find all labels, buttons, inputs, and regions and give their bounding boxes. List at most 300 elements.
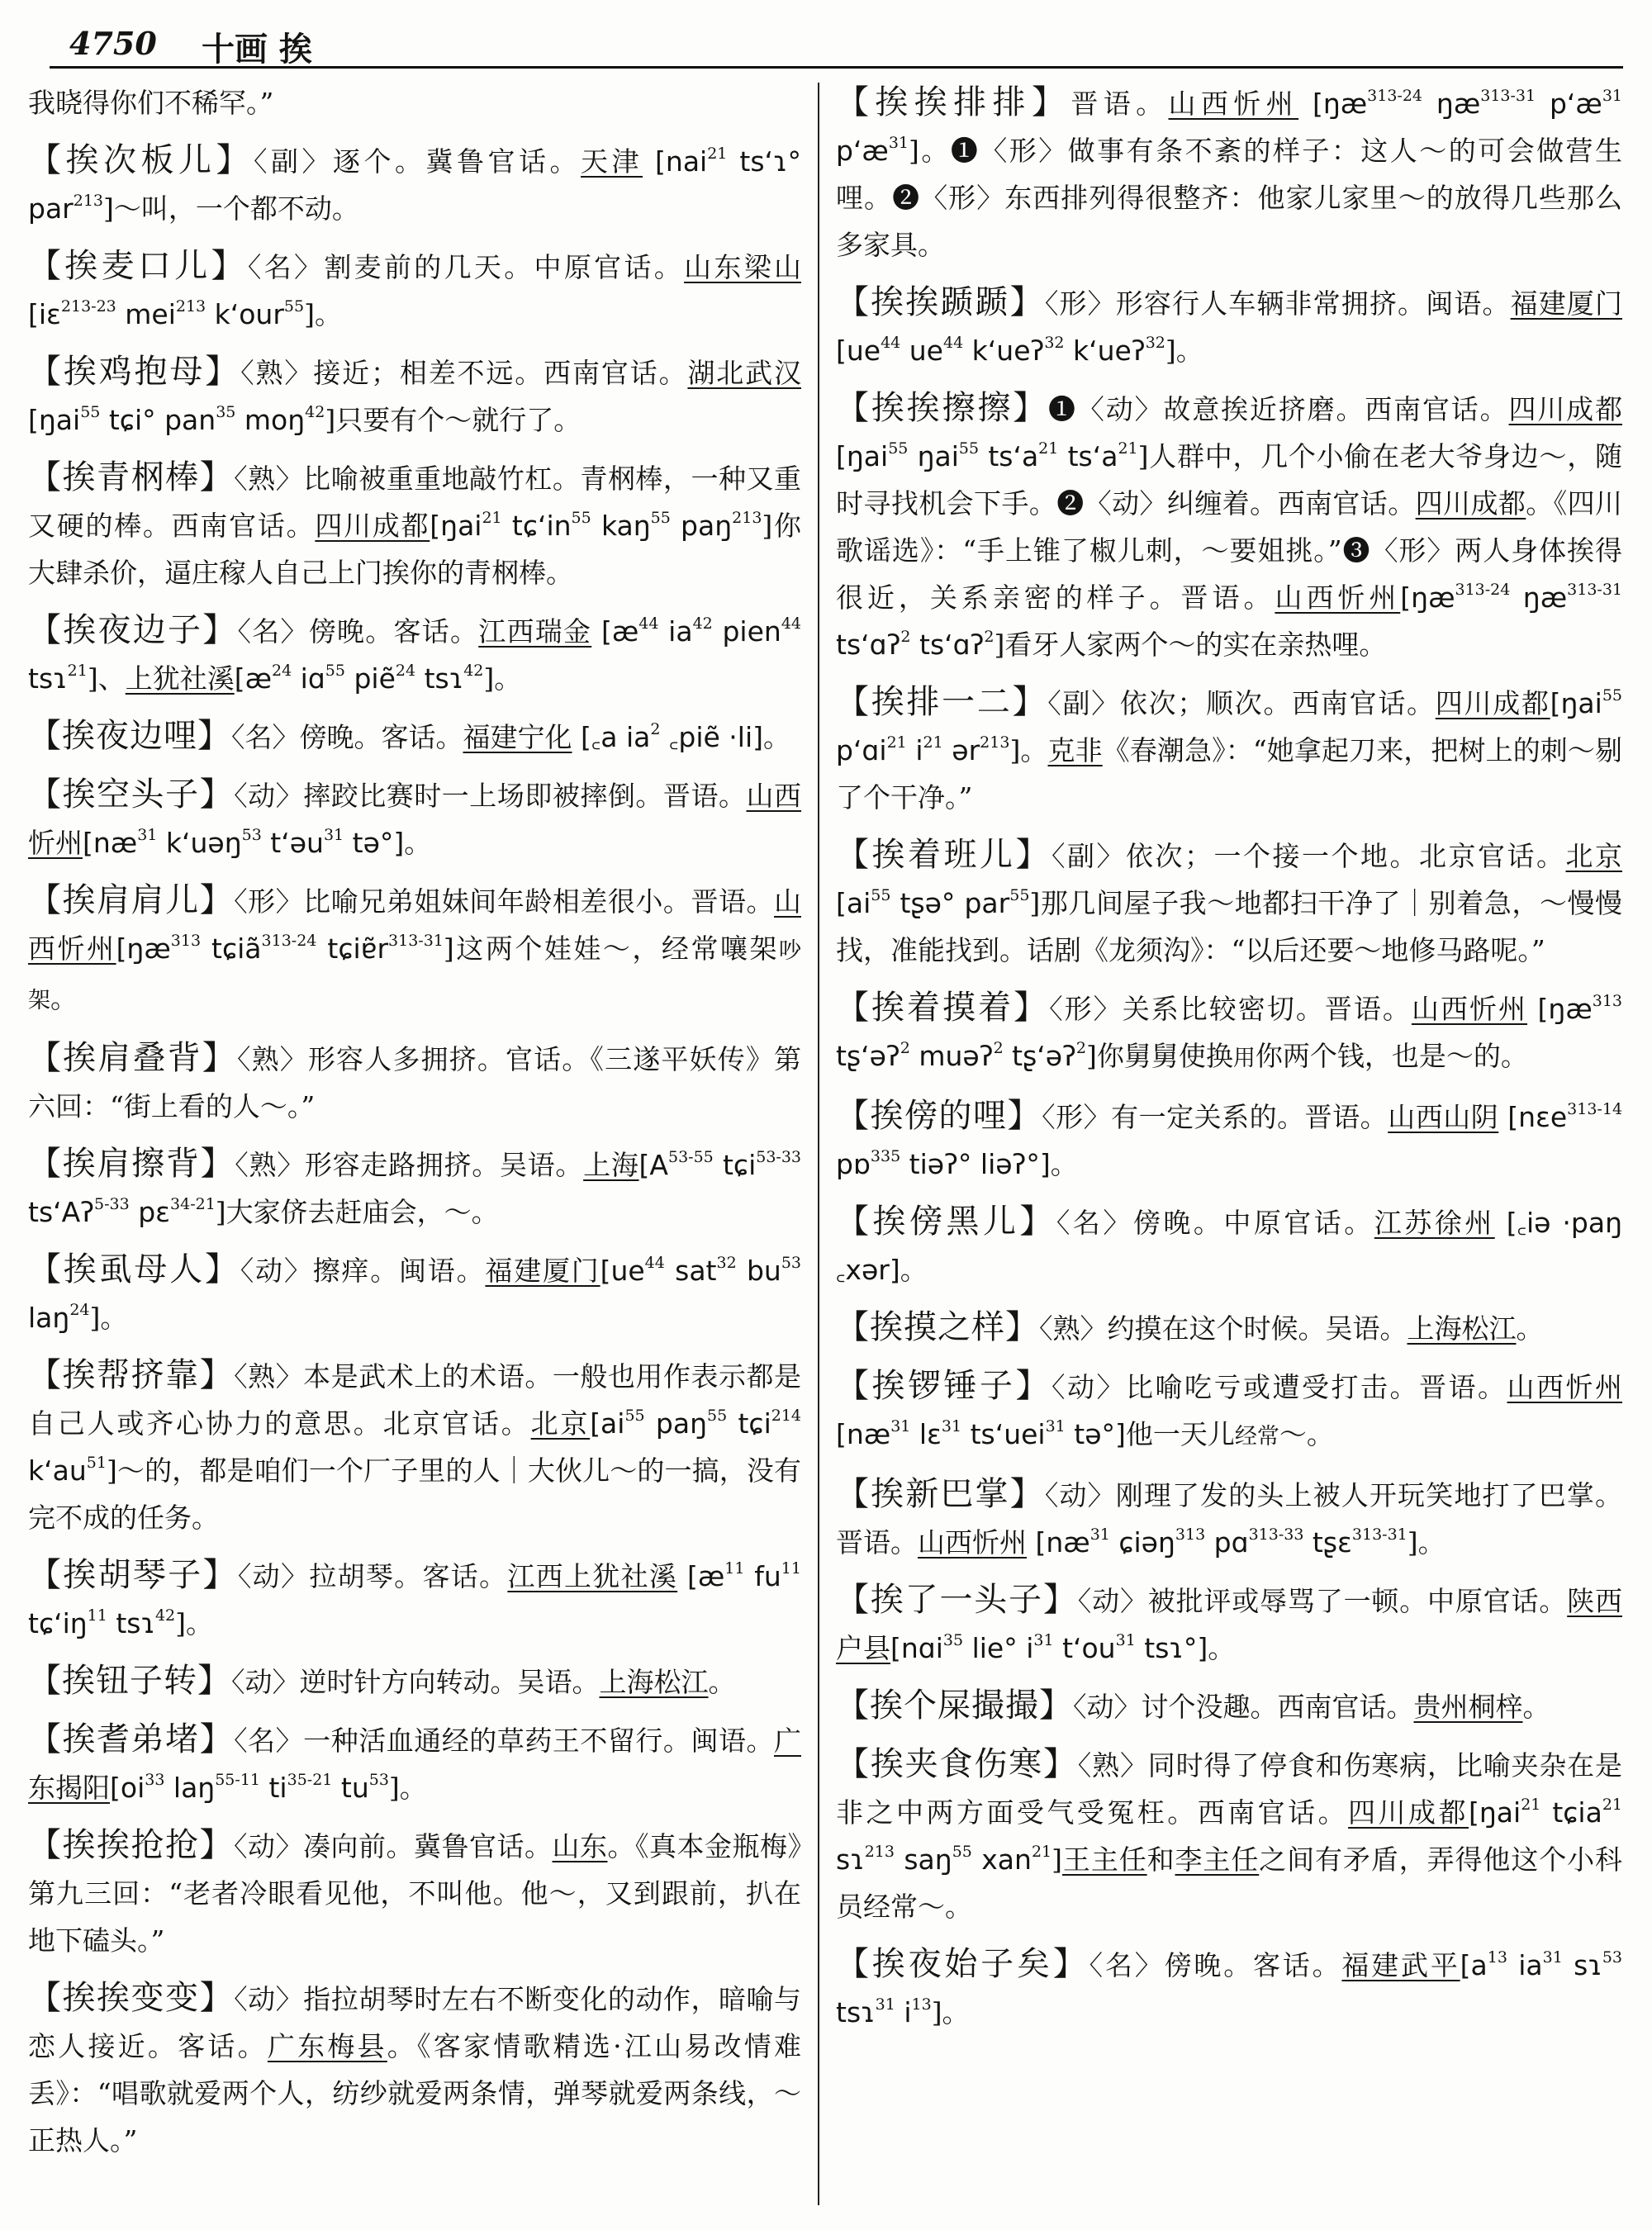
- tone-number: 42: [154, 1606, 176, 1625]
- tone-number: 313-24: [1455, 581, 1511, 599]
- phonetic-transcription: piẽ: [344, 662, 396, 695]
- phonetic-transcription: paŋ: [644, 1407, 708, 1440]
- phonetic-transcription: sat: [664, 1255, 717, 1287]
- dictionary-entry: [836, 1363, 1622, 1460]
- entry-text: 〈熟〉本是武术上的术语。一般也用作表示都是自己人或齐心协力的意思。北京官话。: [28, 1360, 802, 1440]
- tone-number: 44: [638, 614, 659, 633]
- entry-text: 〈动〉刚理了发的头上被人开玩笑地打了巴掌。晋语。: [836, 1479, 1623, 1559]
- phonetic-transcription: ts‘a: [979, 440, 1039, 472]
- entry-text: 〈动〉指拉胡琴时左右不断变化的动作，暗喻与恋人接近。客话。: [28, 1983, 802, 2062]
- entry-headword: 【挨耆弟堵】: [28, 1720, 235, 1758]
- column-divider: [818, 83, 819, 2205]
- dictionary-entry: [836, 279, 1622, 374]
- phonetic-transcription: [ŋæ: [1527, 993, 1593, 1025]
- tone-number: 55: [650, 509, 671, 527]
- tone-number: 31: [1542, 1948, 1563, 1967]
- dictionary-entry: [836, 1304, 1622, 1352]
- phonetic-transcription: tɕi° pan: [100, 404, 216, 436]
- phonetic-transcription: [oi: [110, 1772, 145, 1804]
- phonetic-transcription: [꜀a ia: [572, 721, 651, 753]
- phonetic-transcription: ꜀piẽ ·li]: [660, 721, 764, 753]
- tone-number: 32: [716, 1254, 737, 1272]
- tone-number: 21: [1521, 1796, 1541, 1814]
- tone-number: 21: [482, 509, 502, 527]
- phonetic-transcription: [nɛe: [1498, 1101, 1568, 1133]
- gloss-note: 用: [1232, 1046, 1256, 1071]
- phonetic-transcription: [iɛ: [28, 298, 61, 330]
- tone-number: 34-21: [170, 1195, 216, 1213]
- phonetic-transcription: ŋai: [908, 440, 959, 472]
- entry-text: 〈名〉傍晚。中原官话。: [1056, 1207, 1374, 1239]
- phonetic-transcription: k‘uəŋ: [157, 827, 242, 859]
- tone-number: 55: [283, 297, 305, 316]
- tone-number: 55: [958, 439, 980, 458]
- phonetic-transcription: [æ: [677, 1560, 725, 1592]
- place-name: 福建厦门: [485, 1255, 601, 1287]
- phonetic-transcription: tiəʔ° liəʔ°]: [900, 1148, 1051, 1180]
- left-column: [28, 79, 801, 2175]
- tone-number: 24: [69, 1301, 90, 1319]
- tone-number: 44: [644, 1254, 665, 1272]
- entry-text: 〈熟〉形容人多拥挤。官话。《三遂平妖传》第六回：“街上看的人～。”: [28, 1043, 802, 1122]
- phonetic-transcription: pɑ: [1205, 1526, 1249, 1559]
- tone-number: 31: [941, 1417, 962, 1435]
- tone-number: 44: [943, 334, 964, 352]
- phonetic-transcription: sɿ: [1562, 1949, 1602, 1981]
- entry-headword: 【挨帮挤靠】: [28, 1356, 235, 1394]
- entry-text: 你两个钱，也是～的。: [1255, 1040, 1528, 1072]
- dictionary-entry: [28, 713, 801, 761]
- tone-number: 313-24: [1367, 87, 1423, 105]
- tone-number: 31: [890, 1417, 911, 1435]
- phonetic-transcription: ia: [1507, 1949, 1543, 1981]
- dictionary-entry: [836, 832, 1622, 974]
- right-column: [836, 79, 1622, 2047]
- dictionary-entry: [28, 1822, 801, 1964]
- phonetic-transcription: bu: [736, 1255, 781, 1287]
- phonetic-transcription: ts‘ɿ° par: [28, 145, 802, 225]
- entry-text: 〈动〉被批评或辱骂了一顿。中原官话。: [1077, 1585, 1568, 1617]
- entry-text: ]～叫，一个都不动。: [103, 192, 359, 225]
- entry-text: 〈熟〉同时得了停食和伤寒病，比喻夹杂在是非之中两方面受气受冤枉。西南官话。: [836, 1749, 1623, 1829]
- entry-headword: 【挨虱母人】: [28, 1250, 240, 1288]
- tone-number: 44: [781, 614, 802, 633]
- entry-text: 。: [1050, 1148, 1078, 1180]
- tone-number: 213: [73, 192, 104, 210]
- entry-headword: 【挨着班儿】: [836, 836, 1051, 874]
- dictionary-entry: [28, 877, 801, 1024]
- entry-headword: 【挨挨擦擦】: [836, 389, 1049, 427]
- tone-number: 35: [216, 403, 236, 421]
- phonetic-transcription: k‘ueʔ: [1064, 334, 1146, 367]
- place-name: 山西忻州: [1411, 993, 1528, 1025]
- phonetic-transcription: p‘æ: [836, 135, 889, 167]
- entry-headword: 【挨挨抢抢】: [28, 1826, 234, 1864]
- entry-text: 。《四川歌谣选》：“手上锥了椒儿刺，～要姐挑。”❸〈形〉两人身体挨得很近，关系亲密的样子。晋语。: [836, 487, 1623, 614]
- tone-number: 313-14: [1567, 1100, 1623, 1118]
- place-name: 陕西户县: [836, 1585, 1623, 1664]
- dictionary-entry: [28, 1716, 801, 1811]
- continued-text: [28, 79, 801, 126]
- phonetic-transcription: i: [906, 734, 923, 766]
- entry-text: ]这两个娃娃～，经常嚷架: [443, 932, 780, 965]
- dictionary-entry: [28, 1352, 801, 1541]
- phonetic-transcription: tɕi: [713, 1149, 757, 1181]
- dictionary-entry: [836, 1682, 1622, 1730]
- tone-number: 11: [724, 1559, 745, 1578]
- tone-number: 21: [886, 733, 907, 752]
- entry-headword: 【挨挨踬踬】: [836, 283, 1045, 321]
- tone-number: 31: [875, 1995, 895, 2014]
- dictionary-entry: [836, 985, 1622, 1082]
- place-name: 克非: [1047, 734, 1103, 766]
- phonetic-transcription: [ŋai: [28, 404, 81, 436]
- phonetic-transcription: [꜀iə ·paŋ ꜀xər]: [836, 1207, 1623, 1286]
- tone-number: 313-24: [261, 932, 317, 950]
- entry-text: 。: [1522, 1691, 1550, 1723]
- place-name: 山西忻州: [918, 1526, 1027, 1559]
- gloss-note: 吵架: [28, 938, 802, 1013]
- dictionary-entry: [28, 349, 801, 444]
- entry-text: 〈副〉逐个。冀鲁官话。: [254, 145, 582, 178]
- dictionary-entry: [836, 1941, 1622, 2036]
- place-name: 北京: [1565, 840, 1622, 872]
- tone-number: 5-33: [94, 1195, 130, 1213]
- entry-text: 〈名〉割麦前的几天。中原官话。: [247, 251, 685, 283]
- phonetic-transcription: ts‘uei: [961, 1418, 1046, 1450]
- phonetic-transcription: tə°]: [344, 827, 405, 859]
- phonetic-transcription: [ŋai: [1550, 687, 1602, 719]
- entry-headword: 【挨挨排排】: [836, 83, 1071, 121]
- tone-number: 53: [1602, 1948, 1623, 1967]
- tone-number: 313: [1592, 992, 1623, 1010]
- phonetic-transcription: tsɿ: [836, 1996, 876, 2028]
- tone-number: 313-31: [388, 932, 444, 950]
- tone-number: 313-31: [1351, 1525, 1408, 1544]
- entry-text: 。: [1208, 1632, 1236, 1664]
- place-name: 上海松江: [599, 1666, 709, 1698]
- phonetic-transcription: muəʔ: [909, 1040, 994, 1072]
- place-name: 北京: [530, 1407, 591, 1440]
- tone-number: 32: [1145, 334, 1165, 352]
- dictionary-entry: [28, 1552, 801, 1647]
- tone-number: 21: [707, 145, 728, 163]
- entry-text: 之间有矛盾，弄得他这个小科员经常～。: [836, 1843, 1623, 1923]
- entry-text: ]、: [87, 662, 126, 695]
- phonetic-transcription: [ŋai: [1469, 1796, 1521, 1829]
- phonetic-transcription: k‘ueʔ: [963, 334, 1045, 367]
- phonetic-transcription: ts‘ɑʔ: [836, 629, 901, 661]
- phonetic-transcription: p‘æ: [1536, 88, 1602, 120]
- tone-number: 2: [984, 628, 995, 646]
- place-name: 四川成都: [1415, 487, 1526, 520]
- entry-text: ]大家侪去赶庙会，～。: [215, 1196, 499, 1228]
- dictionary-entry: [28, 1141, 801, 1236]
- place-name: 福建宁化: [463, 721, 572, 753]
- tone-number: 55: [80, 403, 101, 421]
- phonetic-transcription: [næ: [83, 827, 138, 859]
- entry-text: ]。: [1165, 334, 1203, 367]
- place-name: 上海: [583, 1149, 639, 1181]
- phonetic-transcription: [ŋai: [430, 510, 482, 542]
- dictionary-entry: [836, 385, 1622, 668]
- tone-number: 42: [305, 403, 325, 421]
- entry-text: 〈名〉一种活血通经的草药王不留行。闽语。: [234, 1725, 775, 1757]
- tone-number: 21: [67, 662, 88, 680]
- tone-number: 13: [911, 1995, 932, 2014]
- place-name: 山东梁山: [684, 251, 801, 283]
- entry-text: 〈副〉依次；一个接一个地。北京官话。: [1051, 840, 1566, 872]
- place-name: 江西上犹社溪: [507, 1560, 678, 1592]
- place-name: 王主任: [1062, 1843, 1147, 1876]
- entry-headword: 【挨新巴掌】: [836, 1475, 1045, 1513]
- phonetic-transcription: p‘ɑi: [836, 734, 887, 766]
- phonetic-transcription: paŋ: [670, 510, 733, 542]
- place-name: 上犹社溪: [125, 662, 235, 695]
- phonetic-transcription: ti: [260, 1772, 287, 1804]
- phonetic-transcription: tsɿ: [415, 662, 464, 695]
- dictionary-entry: [836, 1577, 1622, 1672]
- tone-number: 55: [325, 662, 345, 680]
- phonetic-transcription: tɕ‘in: [501, 510, 572, 542]
- entry-text: 。: [900, 1254, 928, 1286]
- entry-headword: 【挨青㭎棒】: [28, 458, 235, 496]
- phonetic-transcription: [ai: [590, 1407, 625, 1440]
- entry-headword: 【挨空头子】: [28, 776, 235, 814]
- tone-number: 2: [900, 628, 911, 646]
- entry-headword: 【挨麦口儿】: [28, 247, 248, 285]
- dictionary-entry: [28, 1658, 801, 1706]
- tone-number: 31: [1033, 1631, 1054, 1649]
- phonetic-transcription: ts‘ɑʔ: [910, 629, 985, 661]
- tone-number: 2: [1075, 1039, 1087, 1057]
- phonetic-transcription: [ai: [836, 887, 871, 919]
- entry-text: ]看牙人家两个～的实在亲热哩。: [994, 629, 1387, 661]
- entry-text: ]。: [175, 1607, 214, 1639]
- place-name: 湖北武汉: [687, 357, 802, 389]
- entry-headword: 【挨次板儿】: [28, 141, 254, 179]
- entry-text: 。: [1516, 1312, 1544, 1345]
- entry-text: 。: [763, 721, 791, 753]
- entry-text: 和: [1146, 1843, 1175, 1876]
- tone-number: 21: [1118, 439, 1138, 458]
- place-name: 广东揭阳: [28, 1725, 802, 1804]
- entry-text: ❶〈动〉故意挨近挤磨。西南官话。: [1048, 393, 1509, 425]
- dictionary-entry: [28, 1975, 801, 2164]
- phonetic-transcription: tsɿ: [107, 1607, 155, 1639]
- entry-text: ]你大肆杀价，逼庄稼人自己上门挨你的青㭎棒。: [28, 510, 802, 589]
- phonetic-transcription: tə°]: [1065, 1418, 1126, 1450]
- tone-number: 55: [571, 509, 591, 527]
- phonetic-transcription: tɕiɐ̃r: [316, 932, 389, 965]
- phonetic-transcription: [ŋæ: [1400, 581, 1455, 614]
- entry-headword: 【挨夜边哩】: [28, 717, 231, 755]
- entry-text: 〈动〉摔跤比赛时一上场即被摔倒。晋语。: [234, 780, 747, 812]
- place-name: 山东: [552, 1830, 608, 1862]
- phonetic-transcription: mei: [116, 298, 176, 330]
- tone-number: 55: [871, 886, 891, 904]
- tone-number: 21: [1038, 439, 1059, 458]
- entry-text: 〈动〉逆时针方向转动。吴语。: [231, 1666, 600, 1698]
- tone-number: 213-23: [60, 297, 116, 316]
- tone-number: 55-11: [215, 1771, 260, 1789]
- phonetic-transcription: tɕiã: [201, 932, 262, 965]
- phonetic-transcription: ts‘a: [1058, 440, 1118, 472]
- phonetic-transcription: tɕi: [727, 1407, 771, 1440]
- dictionary-entry: [836, 1198, 1622, 1293]
- phonetic-transcription: iɑ: [292, 662, 325, 695]
- phonetic-transcription: ŋæ: [1422, 88, 1481, 120]
- tone-number: 313: [170, 932, 202, 950]
- entry-text: 〈名〉傍晚。客话。: [1089, 1949, 1342, 1981]
- entry-headword: 【挨了一头子】: [836, 1581, 1078, 1619]
- entry-headword: 【挨钮子转】: [28, 1662, 231, 1700]
- place-name: 福建厦门: [1510, 287, 1623, 320]
- tone-number: 35-21: [287, 1771, 333, 1789]
- phonetic-transcription: i: [895, 1996, 912, 2028]
- tone-number: 35: [942, 1631, 964, 1649]
- entry-headword: 【挨夹食伤寒】: [836, 1745, 1078, 1783]
- entry-headword: 【挨傍的哩】: [836, 1097, 1042, 1135]
- phonetic-transcription: [ŋæ: [116, 932, 171, 965]
- dictionary-entry: [28, 607, 801, 702]
- dictionary-entry: [836, 679, 1622, 821]
- tone-number: 213: [175, 297, 206, 316]
- entry-text: 《春潮急》：“她拿起刀来，把树上的刺～剔了个干净。”: [836, 734, 1622, 814]
- phonetic-transcription: xan: [971, 1843, 1032, 1876]
- place-name: 山西忻州: [28, 885, 802, 965]
- entry-headword: 【挨鸡抱母】: [28, 353, 241, 391]
- phonetic-transcription: [æ: [591, 615, 639, 648]
- phonetic-transcription: ŋæ: [1510, 581, 1568, 614]
- place-name: 山西忻州: [1275, 581, 1401, 614]
- entry-headword: 【挨肩肩儿】: [28, 881, 235, 919]
- tone-number: 55: [888, 439, 909, 458]
- entry-text: ]。: [89, 1302, 128, 1334]
- tone-number: 21: [1031, 1843, 1052, 1861]
- dictionary-entry: [836, 1741, 1622, 1930]
- tone-number: 51: [86, 1454, 107, 1472]
- phonetic-transcription: ia: [658, 615, 693, 648]
- entry-text: ]: [1051, 1843, 1063, 1876]
- phonetic-transcription: ər: [942, 734, 980, 766]
- phonetic-transcription: tsɿ: [28, 662, 68, 695]
- phonetic-transcription: sɿ: [836, 1843, 865, 1876]
- phonetic-transcription: [ue: [600, 1255, 645, 1287]
- entry-headword: 【挨挨变变】: [28, 1979, 235, 2017]
- phonetic-transcription: ue: [900, 334, 943, 367]
- entry-text: 〈动〉讨个没趣。西南官话。: [1073, 1691, 1414, 1723]
- tone-number: 313-31: [1567, 581, 1623, 599]
- phonetic-transcription: kaŋ: [591, 510, 651, 542]
- header-rule: [50, 66, 1623, 69]
- tone-number: 53-55: [668, 1148, 714, 1166]
- entry-headword: 【挨夜边子】: [28, 611, 238, 649]
- entry-text: 。: [404, 827, 432, 859]
- phonetic-transcription: lɛ: [910, 1418, 942, 1450]
- entry-headword: 【挨锣锤子】: [836, 1367, 1051, 1405]
- phonetic-transcription: [ŋæ: [1298, 88, 1368, 120]
- phonetic-transcription: tsɿ°]: [1135, 1632, 1208, 1664]
- entry-text: ]只要有个～就行了。: [325, 404, 582, 436]
- dictionary-entry: [28, 771, 801, 866]
- tone-number: 53-33: [756, 1148, 802, 1166]
- phonetic-transcription: [næ: [1027, 1526, 1090, 1559]
- phonetic-transcription: fu: [744, 1560, 781, 1592]
- phonetic-transcription: [A: [638, 1149, 668, 1181]
- entry-text: 〈副〉依次；顺次。西南官话。: [1047, 687, 1436, 719]
- phonetic-transcription: moŋ: [235, 404, 306, 436]
- entry-text: 〈形〉有一定关系的。晋语。: [1042, 1101, 1389, 1133]
- tone-number: 55: [952, 1843, 972, 1861]
- entry-text: 〈熟〉约摸在这个时候。吴语。: [1039, 1312, 1408, 1345]
- entry-headword: 【挨摸之样】: [836, 1308, 1039, 1346]
- entry-headword: 【挨胡琴子】: [28, 1556, 238, 1594]
- tone-number: 31: [137, 826, 158, 844]
- dictionary-entry: [28, 1246, 801, 1341]
- phonetic-transcription: [ue: [836, 334, 881, 367]
- tone-number: 313-33: [1248, 1525, 1304, 1544]
- dictionary-entry: [836, 79, 1622, 268]
- dictionary-entry: [28, 1035, 801, 1130]
- entry-text: 〈动〉比喻吃亏或遭受打击。晋语。: [1051, 1371, 1507, 1403]
- entry-text: ]。❶〈形〉做事有条不紊的样子：这人～的可会做营生哩。❷〈形〉东西排列得很整齐：他家儿家里～的放得几些那么多家具。: [836, 135, 1622, 261]
- page-title: 十画 挨: [202, 30, 312, 69]
- place-name: 广东梅县: [267, 2030, 387, 2062]
- entry-text: 。《客家情歌精选·江山易改情难丢》：“唱歌就爱两个人，纺纱就爱两条情，弹琴就爱两条线，～正热人。”: [28, 2030, 802, 2156]
- entry-headword: 【挨肩叠背】: [28, 1039, 237, 1077]
- tone-number: 13: [1487, 1948, 1507, 1967]
- tone-number: 2: [900, 1039, 910, 1057]
- entry-text: ]那几间屋子我～地都扫干净了｜别着急，～慢慢找，准能找到。话剧《龙须沟》：“以后还要～地修马路呢。”: [836, 887, 1623, 966]
- phonetic-transcription: ɕiəŋ: [1109, 1526, 1175, 1559]
- phonetic-transcription: t‘ou: [1053, 1632, 1116, 1664]
- entry-text: 〈名〉傍晚。客话。: [237, 615, 479, 648]
- entry-headword: 【挨个屎撮撮】: [836, 1687, 1073, 1725]
- tone-number: 55: [1602, 686, 1623, 705]
- tone-number: 24: [271, 662, 292, 680]
- entry-text: 〈熟〉形容走路拥挤。吴语。: [235, 1149, 584, 1181]
- entry-text: ]。: [483, 662, 522, 695]
- entry-text: ]人群中，几个小偷在老大爷身边～，随时寻找机会下手。❷〈动〉纠缠着。西南官话。: [836, 440, 1622, 520]
- gloss-note: 经常: [1234, 1424, 1279, 1450]
- place-name: 四川成都: [1435, 687, 1550, 719]
- phonetic-transcription: [nɑi: [890, 1632, 943, 1664]
- tone-number: 21: [923, 733, 943, 752]
- entry-text: 〈形〉比喻兄弟姐妹间年龄相差很小。晋语。: [234, 885, 775, 918]
- tone-number: 2: [650, 720, 661, 738]
- place-name: 贵州桐梓: [1413, 1691, 1523, 1723]
- entry-text: 〈动〉凑向前。冀鲁官话。: [234, 1830, 553, 1862]
- entry-text: ]。: [931, 1996, 970, 2028]
- tone-number: 31: [1115, 1631, 1136, 1649]
- tone-number: 313: [1175, 1525, 1206, 1544]
- phonetic-transcription: laŋ: [164, 1772, 216, 1804]
- tone-number: 21: [1602, 1796, 1623, 1814]
- tone-number: 53: [368, 1771, 389, 1789]
- entry-headword: 【挨肩擦背】: [28, 1145, 235, 1183]
- dictionary-entry: [836, 1471, 1622, 1566]
- tone-number: 11: [87, 1606, 107, 1625]
- tone-number: 55: [624, 1407, 645, 1425]
- entry-text: ]你舅舅使换: [1086, 1040, 1233, 1072]
- tone-number: 44: [881, 334, 901, 352]
- place-name: 天津: [581, 145, 643, 178]
- tone-number: 31: [323, 826, 344, 844]
- tone-number: 214: [771, 1407, 802, 1425]
- entry-text: 〈形〉形容行人车辆非常拥挤。闽语。: [1044, 287, 1511, 320]
- place-name: 山西忻州: [28, 780, 802, 859]
